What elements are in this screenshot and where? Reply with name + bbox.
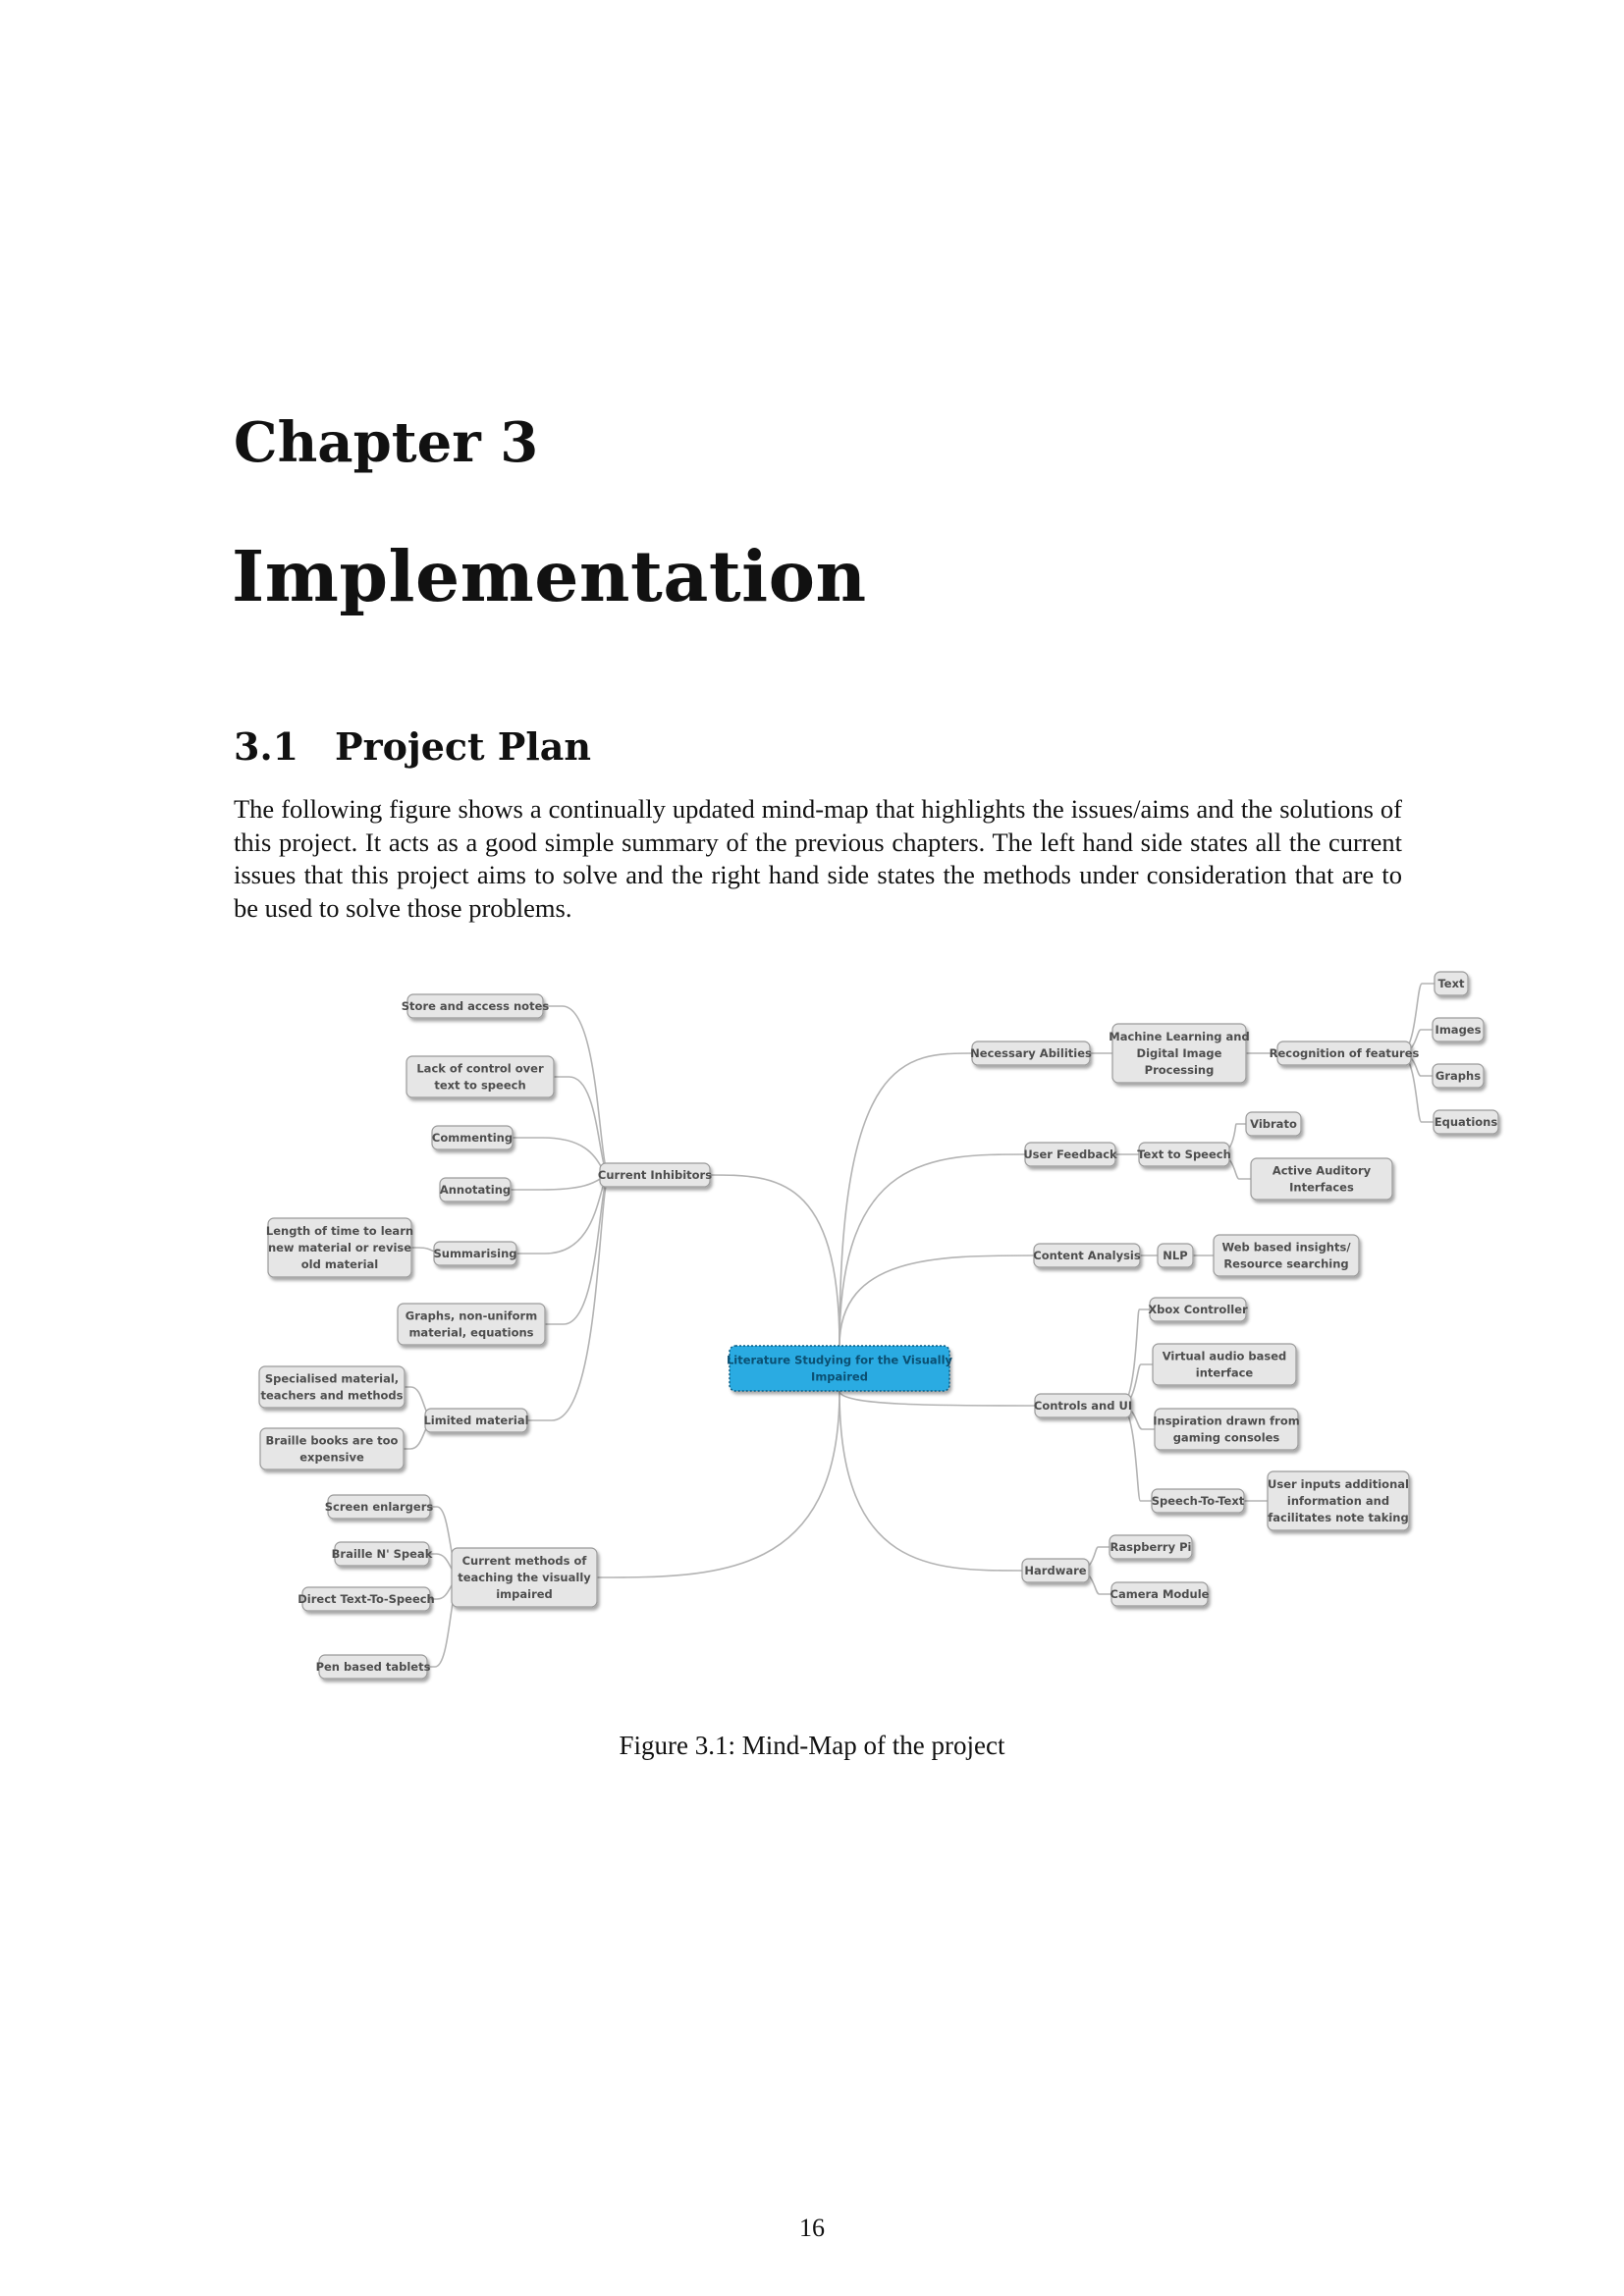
node-annot [440,1178,511,1201]
node-label: Hardware [1024,1564,1087,1578]
node-graphs [1433,1064,1484,1088]
node-label: Commenting [431,1131,514,1146]
node-label: Virtual audio based interface [1162,1349,1287,1380]
node-recog [1270,1041,1420,1065]
node-label: Recognition of features [1269,1046,1420,1061]
node-length [266,1218,413,1277]
node-label: Graphs [1435,1069,1482,1084]
chapter-label: Chapter 3 [234,410,539,475]
node-label: Annotating [439,1183,512,1198]
chapter-title: Implementation [232,535,867,617]
edge-inhib-graphsnu [545,1175,608,1324]
edge-central-inhib [710,1175,839,1346]
node-feedback [1023,1143,1117,1166]
node-label: User inputs additional information and facilitates note taking [1268,1477,1409,1525]
node-label: Literature Studying for the Visually Impaired [726,1353,953,1384]
node-label: Text [1437,977,1465,991]
node-label: Summarising [433,1247,517,1261]
node-label: Inspiration drawn from gaming consoles [1153,1414,1300,1445]
node-label: Limited material [423,1414,529,1428]
node-label: Braille books are too expensive [265,1433,399,1465]
node-label: Xbox Controller [1148,1303,1248,1317]
edge-inhib-annot [511,1175,608,1190]
node-label: Speech-To-Text [1151,1494,1245,1509]
node-braillesp [332,1542,433,1566]
node-label: Machine Learning and Digital Image Processing [1109,1030,1250,1078]
node-special [259,1366,405,1408]
edge-central-methods [597,1391,839,1577]
node-userinput [1268,1471,1409,1530]
node-equations [1434,1110,1498,1134]
node-label: Braille N' Speak [331,1547,433,1562]
mind-map-nodes [259,972,1498,1679]
node-label: NLP [1163,1249,1188,1263]
node-label: Direct Text-To-Speech [298,1592,435,1607]
node-web [1214,1235,1359,1276]
node-label: Necessary Abilities [970,1046,1092,1061]
node-label: Specialised material, teachers and methods [260,1371,404,1403]
node-label: Pen based tablets [315,1660,431,1675]
edge-controls-stt [1123,1406,1152,1501]
node-rpi [1110,1535,1192,1559]
node-label: Length of time to learn new material or revise old material [265,1224,414,1272]
node-label: Active Auditory Interfaces [1272,1163,1372,1195]
mind-map-diagram [0,942,1624,1708]
edge-central-controls [839,1391,1035,1406]
node-label: Camera Module [1110,1587,1210,1602]
node-inspire [1153,1409,1300,1450]
node-label: Store and access notes [401,999,550,1014]
edge-inhib-summ [516,1175,608,1254]
node-label: User Feedback [1023,1148,1117,1162]
mind-map-figure [0,942,1624,1708]
node-label: Graphs, non-uniform material, equations [405,1308,538,1340]
node-label: Lack of control over text to speech [416,1061,544,1093]
node-images [1433,1018,1484,1041]
node-screen [325,1495,434,1519]
node-label: Screen enlargers [324,1500,434,1515]
node-label: Raspberry Pi [1110,1540,1192,1555]
node-limited [423,1409,528,1432]
node-label: Current Inhibitors [597,1168,713,1183]
edge-central-hardware [839,1391,1022,1571]
node-nlp [1158,1244,1193,1267]
node-controls [1034,1394,1132,1417]
node-stt [1152,1489,1245,1513]
node-tts [1137,1143,1231,1166]
node-pen [316,1655,431,1679]
node-content [1033,1244,1141,1267]
node-lackctl [406,1056,554,1097]
edge-inhib-comment [513,1138,608,1175]
edge-central-necessary [839,1053,972,1346]
node-directtts [298,1587,435,1611]
node-label: Equations [1434,1115,1498,1130]
node-braillebk [260,1428,404,1469]
node-methods [452,1548,597,1607]
section-number: 3.1 [234,724,299,769]
node-summ [433,1242,516,1265]
edge-central-content [839,1255,1034,1346]
figure-caption: Figure 3.1: Mind-Map of the project [619,1731,1005,1760]
page-number: 16 [799,2214,825,2242]
node-vibrato [1246,1112,1301,1136]
intro-paragraph: The following figure shows a continually updated mind-map that highlights the issues/aims and the solutions of this project. It acts as a good simple summary of the previous chapters. The left hand side states all the current issues that this project aims to solve and the right hand side states the methods under consideration that are to be used to solve those problems. [234,794,1402,923]
edge-controls-xbox [1123,1309,1150,1406]
section-title: Project Plan [335,724,592,769]
node-store [402,994,550,1018]
node-label: Images [1435,1023,1482,1038]
node-necessary [970,1041,1092,1065]
node-xbox [1148,1298,1248,1321]
node-text [1435,972,1468,995]
node-hardware [1022,1559,1089,1582]
node-label: Controls and UI [1033,1399,1133,1414]
edge-central-feedback [839,1154,1025,1346]
section-heading [234,724,591,769]
node-ml [1109,1024,1249,1083]
node-label: Content Analysis [1033,1249,1141,1263]
node-vaudio [1153,1344,1296,1385]
node-graphsnu [398,1304,545,1345]
node-label: Current methods of teaching the visually impaired [458,1554,591,1602]
node-aai [1251,1158,1392,1200]
node-inhib [598,1163,712,1187]
node-label: Web based insights/ Resource searching [1221,1240,1351,1271]
node-camera [1110,1582,1210,1606]
node-label: Text to Speech [1137,1148,1231,1162]
central-node [727,1346,953,1391]
node-comment [432,1126,513,1149]
node-label: Vibrato [1250,1117,1297,1132]
